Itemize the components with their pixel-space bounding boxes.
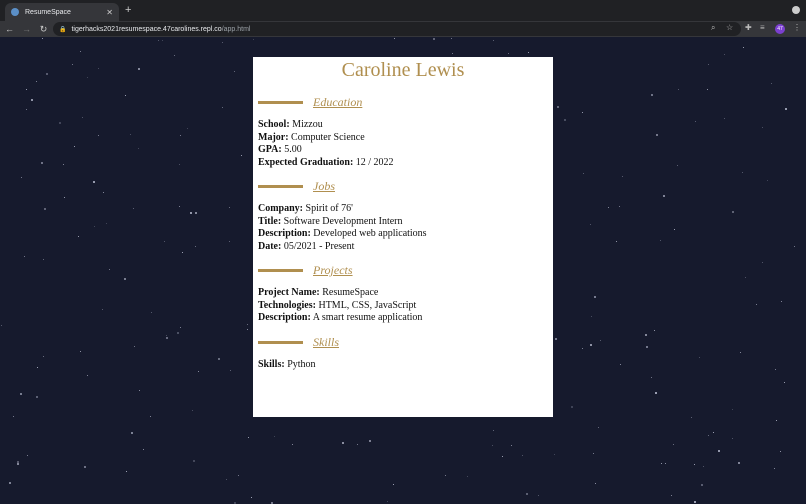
star	[511, 445, 512, 446]
star	[1, 325, 2, 326]
field-label: Date:	[258, 240, 282, 252]
star	[292, 444, 293, 445]
star	[756, 304, 757, 305]
star	[164, 241, 165, 242]
star	[180, 135, 181, 136]
star	[701, 484, 703, 486]
section-header-skills	[258, 336, 553, 349]
section-header-jobs	[258, 180, 553, 193]
star	[674, 229, 675, 230]
star	[369, 440, 371, 442]
star	[656, 134, 658, 136]
url-host: tigerhacks2021resumespace.47carolines.repl.co	[71, 25, 222, 33]
star	[718, 450, 720, 452]
star	[655, 392, 657, 394]
field-row	[253, 228, 553, 241]
star	[732, 211, 734, 213]
star	[158, 40, 159, 41]
star	[767, 180, 768, 181]
close-tab-icon[interactable]: ✕	[106, 7, 113, 17]
field-value: 5.00	[284, 144, 302, 155]
field-value: HTML, CSS, JavaScript	[318, 299, 417, 311]
star	[593, 453, 594, 454]
star	[190, 212, 192, 214]
star	[571, 406, 573, 408]
star	[557, 106, 559, 108]
star	[598, 427, 599, 428]
star	[179, 206, 180, 207]
star	[198, 371, 199, 372]
star	[78, 236, 79, 237]
star	[794, 246, 795, 247]
avatar[interactable]: 47	[775, 24, 785, 34]
star	[594, 296, 596, 298]
star	[694, 464, 695, 465]
star	[43, 259, 44, 260]
star	[738, 462, 740, 464]
star	[619, 206, 620, 207]
star	[125, 95, 126, 96]
star	[234, 502, 236, 504]
star	[582, 112, 583, 113]
field-value: 05/2021 - Present	[283, 240, 355, 252]
field-row	[253, 241, 553, 254]
star	[87, 375, 88, 376]
star	[775, 369, 776, 370]
star	[179, 164, 180, 165]
star	[508, 53, 509, 54]
star	[620, 364, 621, 365]
star	[387, 501, 388, 502]
field-label: Expected Graduation:	[258, 156, 354, 168]
field-value: Spirit of 76'	[305, 203, 353, 214]
star	[102, 309, 103, 310]
star	[526, 493, 528, 495]
star	[63, 164, 64, 165]
star	[138, 68, 140, 70]
star	[130, 134, 131, 135]
star	[582, 348, 583, 349]
field-value: 12 / 2022	[355, 156, 394, 168]
star	[87, 77, 88, 78]
star	[781, 301, 782, 302]
star	[492, 445, 493, 446]
star	[174, 55, 175, 56]
star	[645, 334, 647, 336]
star	[150, 416, 151, 417]
new-tab-button[interactable]: +	[125, 4, 132, 16]
field-row	[253, 144, 553, 157]
star	[98, 135, 99, 136]
star	[663, 195, 665, 197]
star	[467, 476, 468, 477]
star	[41, 162, 43, 164]
star	[21, 177, 22, 178]
star	[124, 278, 126, 280]
star	[166, 337, 168, 339]
field-label: Description:	[258, 228, 311, 239]
star	[27, 455, 28, 456]
star	[234, 71, 235, 72]
star	[84, 466, 86, 468]
star	[36, 81, 37, 82]
star	[17, 463, 19, 465]
field-label: Title:	[258, 215, 282, 227]
url-path: /app.html	[221, 25, 251, 33]
star	[230, 370, 231, 371]
field-row	[253, 119, 553, 132]
star	[241, 155, 242, 156]
field-label: School:	[258, 119, 290, 130]
field-row	[253, 157, 553, 170]
star	[229, 241, 230, 242]
star	[342, 442, 344, 444]
star	[600, 340, 601, 341]
star	[654, 330, 655, 331]
profile-menu-icon[interactable]	[792, 6, 800, 14]
field-label: Major:	[258, 131, 289, 143]
field-row	[253, 203, 553, 216]
star	[671, 495, 672, 496]
section-divider	[258, 101, 303, 104]
star	[616, 241, 617, 242]
field-value: A smart resume application	[312, 312, 423, 323]
field-row	[253, 132, 553, 145]
star	[357, 444, 358, 445]
star	[36, 396, 38, 398]
star	[493, 430, 494, 431]
star	[591, 316, 592, 317]
star	[31, 99, 33, 101]
star	[502, 456, 503, 457]
star	[13, 416, 14, 417]
star	[9, 482, 11, 484]
star	[42, 38, 43, 39]
star	[134, 346, 135, 347]
field-label: Description:	[258, 312, 311, 323]
star	[776, 420, 777, 421]
star	[143, 449, 144, 450]
star	[740, 352, 741, 353]
star	[166, 335, 167, 336]
star	[703, 466, 704, 467]
tab-title: ResumeSpace	[25, 8, 71, 16]
star	[583, 173, 584, 174]
field-row	[253, 300, 553, 313]
section-header-projects	[258, 264, 553, 277]
star	[93, 181, 95, 183]
star	[103, 192, 104, 193]
tab-bar	[0, 0, 806, 21]
field-label: GPA:	[258, 144, 282, 155]
star	[661, 463, 662, 464]
section-title: Skills	[313, 334, 339, 349]
star	[43, 356, 44, 357]
star	[393, 484, 394, 485]
star	[139, 390, 140, 391]
field-row	[253, 287, 553, 300]
star	[26, 89, 27, 90]
star	[651, 377, 652, 378]
star	[131, 432, 133, 434]
globe-icon	[11, 8, 19, 16]
star	[452, 53, 453, 54]
star	[251, 497, 252, 498]
star	[26, 109, 27, 110]
extensions-icon[interactable]: ✚	[745, 23, 752, 32]
star	[433, 38, 435, 40]
star	[126, 471, 127, 472]
star	[46, 73, 48, 75]
star	[493, 40, 494, 41]
star	[677, 165, 678, 166]
star	[595, 483, 596, 484]
star	[646, 346, 648, 348]
star	[394, 38, 395, 39]
star	[20, 393, 22, 395]
star	[724, 118, 725, 119]
star	[762, 127, 763, 128]
star	[707, 89, 708, 90]
section-header-education	[258, 96, 553, 109]
star	[699, 357, 700, 358]
star	[72, 64, 73, 65]
star	[193, 460, 195, 462]
tab-resumespace[interactable]	[5, 3, 119, 21]
star	[665, 463, 666, 464]
star	[80, 51, 81, 52]
star	[673, 444, 674, 445]
lock-icon: 🔒	[59, 26, 67, 33]
field-label: Skills:	[258, 358, 285, 370]
star	[554, 454, 555, 455]
star	[762, 262, 763, 263]
field-value: Software Development Intern	[283, 215, 403, 227]
star	[742, 172, 743, 173]
star	[732, 409, 733, 410]
star	[218, 358, 220, 360]
field-label: Project Name:	[258, 287, 320, 298]
star	[187, 128, 188, 129]
field-value: Mizzou	[292, 119, 323, 130]
star	[528, 52, 529, 53]
bookmark-star-icon[interactable]: ☆	[726, 23, 734, 32]
field-label: Company:	[258, 203, 304, 214]
star	[590, 224, 591, 225]
menu-icon[interactable]: ⋮	[793, 23, 801, 32]
section-title: Jobs	[313, 179, 335, 193]
star	[192, 410, 193, 411]
media-queue-icon[interactable]: ≡	[760, 23, 765, 32]
star	[743, 47, 744, 48]
star	[229, 207, 230, 208]
star	[785, 108, 787, 110]
field-value: Python	[287, 358, 316, 370]
star	[451, 38, 452, 39]
star	[238, 475, 239, 476]
star	[445, 475, 446, 476]
reload-icon[interactable]: ↻	[39, 23, 48, 34]
section-title: Projects	[313, 263, 353, 277]
forward-icon[interactable]: →	[22, 24, 31, 34]
star	[80, 351, 81, 352]
star	[44, 208, 46, 210]
address-bar[interactable]	[53, 22, 741, 36]
star	[64, 197, 65, 198]
field-value: Developed web applications	[313, 228, 427, 239]
star	[695, 121, 696, 122]
star	[248, 437, 249, 438]
star	[253, 39, 254, 40]
resume-card	[253, 57, 553, 417]
star	[708, 435, 709, 436]
star	[771, 83, 772, 84]
star	[37, 367, 38, 368]
star	[694, 501, 696, 503]
star	[162, 40, 163, 41]
star	[538, 495, 539, 496]
star	[678, 89, 679, 90]
star	[608, 207, 609, 208]
star	[660, 240, 661, 241]
star	[784, 382, 785, 383]
star	[247, 329, 248, 330]
star	[195, 212, 197, 214]
star	[133, 208, 134, 209]
star	[745, 277, 746, 278]
star	[59, 122, 61, 124]
star	[732, 438, 733, 439]
star	[24, 256, 25, 257]
star	[177, 332, 179, 334]
star	[622, 176, 623, 177]
star	[82, 117, 83, 118]
star	[109, 269, 110, 270]
back-icon[interactable]: ←	[5, 24, 14, 34]
star	[522, 455, 523, 456]
star	[691, 417, 692, 418]
star	[195, 246, 196, 247]
field-value: Computer Science	[291, 131, 365, 143]
star	[708, 64, 709, 65]
resume-name: Caroline Lewis	[341, 59, 465, 81]
star	[247, 324, 248, 325]
star	[564, 119, 566, 121]
star	[780, 451, 781, 452]
section-divider	[258, 185, 303, 188]
star	[182, 252, 183, 253]
star	[180, 327, 181, 328]
star	[555, 338, 557, 340]
browser-toolbar	[0, 21, 806, 37]
section-divider	[258, 341, 303, 344]
star	[106, 223, 107, 224]
star	[274, 436, 275, 437]
star	[226, 479, 227, 480]
star	[713, 432, 714, 433]
star	[222, 42, 223, 43]
field-row	[253, 216, 553, 229]
section-title: Education	[313, 95, 363, 109]
field-value: ResumeSpace	[322, 287, 379, 298]
section-divider	[258, 269, 303, 272]
zoom-icon[interactable]: ⌕	[711, 23, 716, 32]
star	[590, 344, 592, 346]
star	[151, 312, 152, 313]
field-row	[253, 359, 553, 372]
star	[724, 54, 725, 55]
star	[98, 68, 99, 69]
star	[222, 107, 223, 108]
field-row	[253, 312, 553, 325]
star	[138, 148, 139, 149]
star	[94, 226, 95, 227]
field-label: Technologies:	[258, 299, 316, 311]
star	[74, 146, 75, 147]
star	[651, 94, 653, 96]
star	[774, 468, 775, 469]
